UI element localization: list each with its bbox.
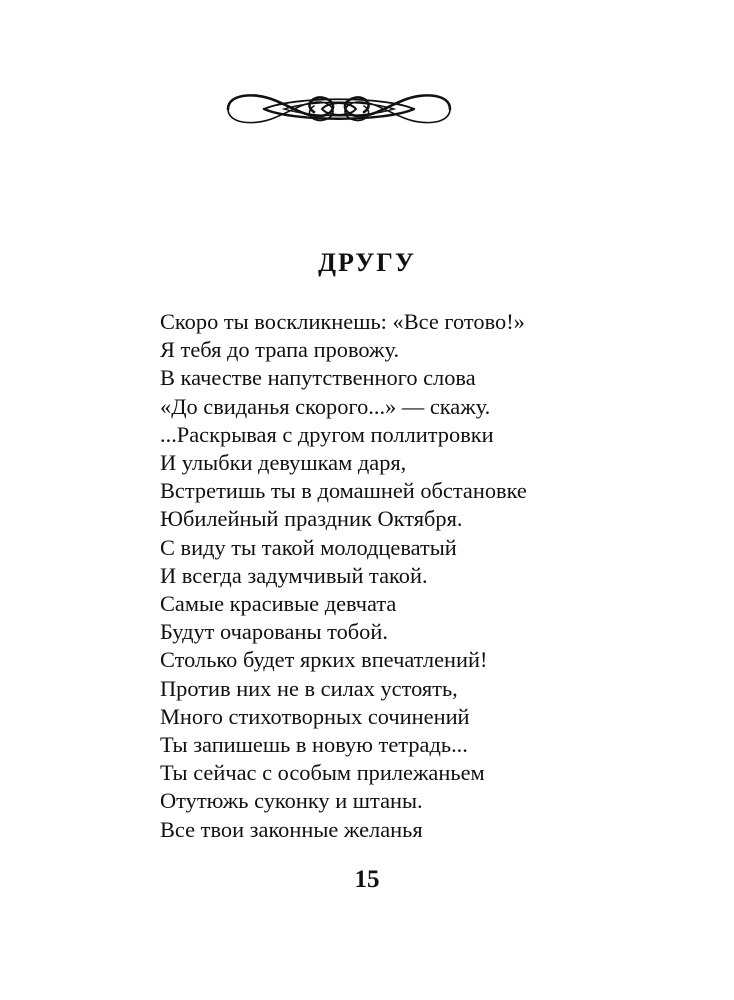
poem-line: И всегда задумчивый такой. [160, 562, 428, 588]
poem-line: Ты запишешь в новую тетрадь... [160, 732, 468, 758]
poem-line: В качестве напутственного слова [160, 365, 476, 391]
poem-line: Ты сейчас с особым прилежаньем [160, 760, 485, 786]
poem-line: С виду ты такой молодцеватый [160, 534, 457, 560]
poem-line: Встретишь ты в домашней обстановке [160, 478, 527, 504]
poem-line: ...Раскрывая с другом поллитровки [160, 421, 494, 447]
poem-line: Столько будет ярких впечатлений! [160, 647, 488, 673]
poem-line: Скоро ты воскликнешь: «Все готово!» [160, 309, 525, 334]
poem-line: Отутюжь суконку и штаны. [160, 788, 423, 814]
poem-line: Самые красивые девчата [160, 591, 397, 617]
flourish-divider-icon [224, 86, 454, 132]
poem-title: ДРУГУ [318, 248, 416, 277]
poem-line: Все твои законные желанья [160, 816, 423, 842]
poem-body [160, 308, 527, 844]
poem-line: Будут очарованы тобой. [160, 619, 388, 645]
page-number: 15 [354, 866, 380, 893]
poem-line: «До свиданья скорого...» — скажу. [160, 393, 491, 419]
poem-line: Против них не в силах устоять, [160, 675, 458, 701]
poem-line: Много стихотворных сочинений [160, 703, 470, 729]
poem-line: Я тебя до трапа провожу. [160, 337, 400, 363]
poem-line: И улыбки девушкам даря, [160, 450, 407, 476]
poem-line: Юбилейный праздник Октября. [160, 506, 463, 532]
